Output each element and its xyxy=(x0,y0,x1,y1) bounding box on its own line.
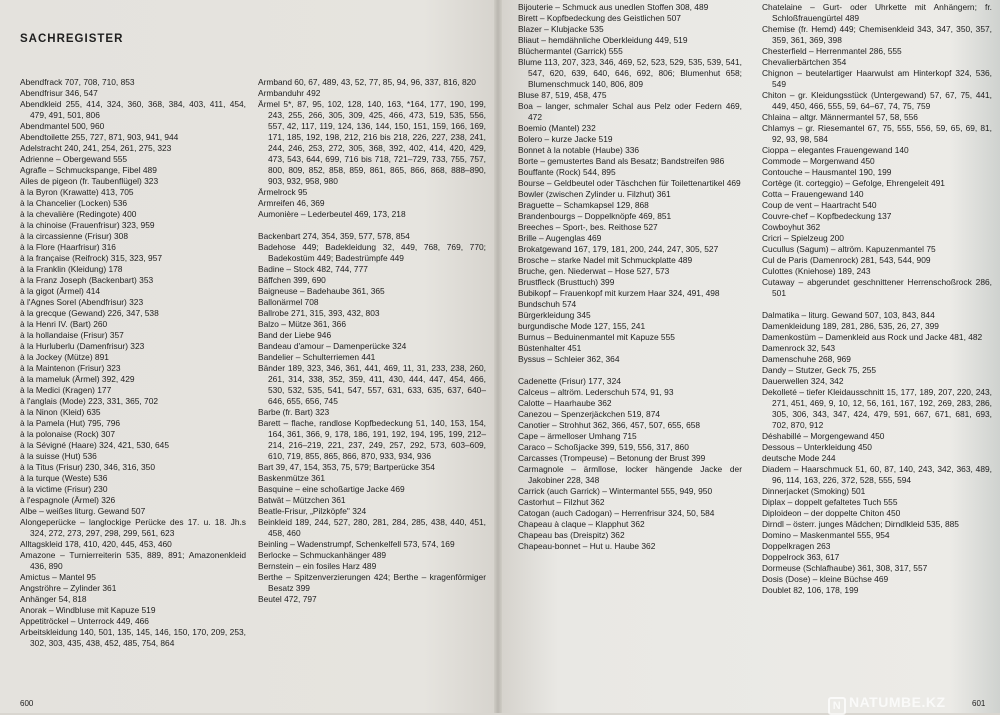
index-entry: à la Sévigné (Haare) 324, 421, 530, 645 xyxy=(20,440,169,450)
index-entry: Ärmel 5*, 87, 95, 102, 128, 140, 163, *164, 177, 190, 199, 243, 255, 266, 305, 309, 425, 466, 473, 519, 535, 556, 557, 42, 117, 119, 124, 136, 144, 150, 151, 159, 166, 169, 171, 185, 192, 198, 212, 216 bis 218, 226, 227, 238, 241, 244, 246, 253, 272, 305, 368, 392, 402, 414, 420, 429, 473, 543, 644, 699, 716 bis 718, 721–729, 733, 755, 757, 800, 809, 852, 858, 859, 861, 865, 866, 868, 888–890, 903, 932, 958, 980 xyxy=(258,99,486,186)
index-entry: Doublet 82, 106, 178, 199 xyxy=(762,585,859,595)
index-entry: Chevalierbärtchen 354 xyxy=(762,57,847,67)
index-entry: Bernstein – ein fosiles Harz 489 xyxy=(258,561,377,571)
index-entry: Amazone – Turnierreiterin 535, 889, 891; Amazonenkleid 436, 890 xyxy=(20,550,246,571)
index-column-1 xyxy=(20,77,246,649)
index-entry: Chlamys – gr. Riesemantel 67, 75, 555, 556, 59, 65, 69, 81, 92, 93, 98, 584 xyxy=(762,123,992,144)
index-entry: Byssus – Schleier 362, 364 xyxy=(518,354,620,364)
index-entry: à la Henri IV. (Bart) 260 xyxy=(20,319,108,329)
index-entry: Abendfrack 707, 708, 710, 853 xyxy=(20,77,135,87)
index-entry: Canezou – Spenzerjäckchen 519, 874 xyxy=(518,409,661,419)
index-entry: Damenrock 32, 543 xyxy=(762,343,836,353)
index-entry: à la mameluk (Ärmel) 392, 429 xyxy=(20,374,135,384)
index-entry: à la Franz Joseph (Backenbart) 353 xyxy=(20,275,154,285)
index-entry: Bonnet à la notable (Haube) 336 xyxy=(518,145,640,155)
index-entry: Boemio (Mantel) 232 xyxy=(518,123,596,133)
index-entry: Armreifen 46, 369 xyxy=(258,198,325,208)
index-entry: Canotier – Strohhut 362, 366, 457, 507, 655, 658 xyxy=(518,420,701,430)
index-entry: à la Jockey (Mütze) 891 xyxy=(20,352,109,362)
index-entry: Catogan (auch Cadogan) – Herrenfrisur 324, 50, 584 xyxy=(518,508,715,518)
index-entry: Dormeuse (Schlafhaube) 361, 308, 317, 557 xyxy=(762,563,928,573)
page-number-right: 601 xyxy=(972,699,986,708)
index-entry: Braguette – Schamkapsel 129, 868 xyxy=(518,200,649,210)
index-entry: Burnus – Beduinenmantel mit Kapuze 555 xyxy=(518,332,675,342)
index-entry: Anorak – Windbluse mit Kapuze 519 xyxy=(20,605,156,615)
index-entry: Dirndl – österr. junges Mädchen; Dirndlkleid 535, 885 xyxy=(762,519,959,529)
index-entry: Cortège (it. corteggio) – Gefolge, Ehrengeleit 491 xyxy=(762,178,945,188)
index-entry: Ballonärmel 708 xyxy=(258,297,319,307)
index-entry: Chlaina – altgr. Männermantel 57, 58, 556 xyxy=(762,112,918,122)
index-entry: Doppelrock 363, 617 xyxy=(762,552,840,562)
index-entry: à la Chancelier (Locken) 536 xyxy=(20,198,128,208)
watermark-text: NATUMBE.KZ xyxy=(849,694,946,710)
index-entry: Berthe – Spitzenverzierungen 424; Berthe – kragenförmiger Besatz 399 xyxy=(258,572,486,593)
index-entry: à la Byron (Krawatte) 413, 705 xyxy=(20,187,134,197)
index-entry: Dekolleté – tiefer Kleidausschnitt 15, 177, 189, 207, 220, 243, 271, 451, 469, 9, 10, 12, 56, 161, 167, 192, 269, 283, 286, 305, 306, 343, 347, 424, 479, 591, 667, 671, 681, 693, 702, 870, 912 xyxy=(762,387,992,430)
index-column-4 xyxy=(762,2,992,596)
index-entry: Blüchermantel (Garrick) 555 xyxy=(518,46,623,56)
index-entry: Dandy – Stutzer, Geck 75, 255 xyxy=(762,365,877,375)
index-entry: Chemise (fr. Hemd) 449; Chemisenkleid 343, 347, 350, 357, 359, 361, 369, 398 xyxy=(762,24,992,45)
index-entry: Bruche, gen. Niederwat – Hose 527, 573 xyxy=(518,266,670,276)
index-entry: Bürgerkleidung 345 xyxy=(518,310,591,320)
index-entry: à l'Agnes Sorel (Abendfrisur) 323 xyxy=(20,297,144,307)
index-entry: Berlocke – Schmuckanhänger 489 xyxy=(258,550,387,560)
index-entry: Brille – Augenglas 469 xyxy=(518,233,602,243)
index-entry: à la Titus (Frisur) 230, 346, 316, 350 xyxy=(20,462,156,472)
index-entry: Beatle-Frisur, „Pilzköpfe" 324 xyxy=(258,506,367,516)
index-entry: Amictus – Mantel 95 xyxy=(20,572,96,582)
index-entry: à la suisse (Hut) 536 xyxy=(20,451,97,461)
index-column-3 xyxy=(518,2,742,552)
index-entry: Badehose 449; Badekleidung 32, 449, 768, 769, 770; Badekostüm 449; Badestrümpfe 449 xyxy=(258,242,486,263)
index-entry: Dinnerjacket (Smoking) 501 xyxy=(762,486,866,496)
index-entry: à la circassienne (Frisur) 308 xyxy=(20,231,128,241)
index-entry: Boa – langer, schmaler Schal aus Pelz oder Federn 469, 472 xyxy=(518,101,742,122)
index-entry: Carmagnole – ärmllose, locker hängende Jacke der Jakobiner 228, 348 xyxy=(518,464,742,485)
index-entry: à la Maintenon (Frisur) 323 xyxy=(20,363,121,373)
index-entry: Bandelier – Schulterriemen 441 xyxy=(258,352,376,362)
index-entry: Abendtoilette 255, 727, 871, 903, 941, 944 xyxy=(20,132,179,142)
index-entry: Bäffchen 399, 690 xyxy=(258,275,326,285)
page-title: SACHREGISTER xyxy=(20,33,124,45)
index-entry: à la polonaise (Rock) 307 xyxy=(20,429,115,439)
index-entry: Chapeau bas (Dreispitz) 362 xyxy=(518,530,625,540)
index-entry: Chiton – gr. Kleidungsstück (Untergewand) 57, 67, 75, 441, 449, 450, 466, 555, 59, 64–67, 74, 75, 759 xyxy=(762,90,992,111)
index-entry: Damenkostüm – Damenkleid aus Rock und Jacke 481, 482 xyxy=(762,332,983,342)
index-entry: Batwät – Mützchen 361 xyxy=(258,495,346,505)
index-entry: Cricri – Spielzeug 200 xyxy=(762,233,844,243)
index-entry: Bundschuh 574 xyxy=(518,299,577,309)
index-entry: Birett – Kopfbedeckung des Geistlichen 507 xyxy=(518,13,681,23)
index-column-2 xyxy=(258,77,486,605)
index-entry: à l'espagnole (Ärmel) 326 xyxy=(20,495,116,505)
index-entry: Alongeperücke – langlockige Perücke des 17. u. 18. Jh.s 324, 272, 273, 297, 298, 299, 561, 623 xyxy=(20,517,246,538)
index-entry: Culottes (Kniehose) 189, 243 xyxy=(762,266,871,276)
index-entry: à la chinoise (Frauenfrisur) 323, 959 xyxy=(20,220,155,230)
watermark xyxy=(828,694,946,715)
index-entry: Armbanduhr 492 xyxy=(258,88,321,98)
index-entry: Contouche – Hausmantel 190, 199 xyxy=(762,167,892,177)
index-entry: Breeches – Sport-, bes. Reithose 527 xyxy=(518,222,658,232)
index-entry: Chignon – beutelartiger Haarwulst am Hinterkopf 324, 536, 549 xyxy=(762,68,992,89)
index-entry: Balzo – Mütze 361, 366 xyxy=(258,319,346,329)
letter-group xyxy=(518,376,742,552)
index-entry: Cutaway – abgerundet geschnittener Herrenschoßrock 286, 501 xyxy=(762,277,992,298)
index-entry: burgundische Mode 127, 155, 241 xyxy=(518,321,646,331)
page-number-left: 600 xyxy=(20,699,34,708)
index-entry: Chatelaine – Gurt- oder Uhrkette mit Anhängern; fr. Schloßfrauengürtel 489 xyxy=(762,2,992,23)
index-entry: Brokatgewand 167, 179, 181, 200, 244, 247, 305, 527 xyxy=(518,244,719,254)
index-entry: Backenbart 274, 354, 359, 577, 578, 854 xyxy=(258,231,410,241)
index-entry: Chesterfield – Herrenmantel 286, 555 xyxy=(762,46,902,56)
index-entry: à la hollandaise (Frisur) 357 xyxy=(20,330,124,340)
index-entry: Diploideon – der doppelte Chiton 450 xyxy=(762,508,901,518)
index-entry: Ailes de pigeon (fr. Taubenflügel) 323 xyxy=(20,176,159,186)
index-entry: Calceus – altröm. Lederschuh 574, 91, 93 xyxy=(518,387,674,397)
index-entry: Abendmantel 500, 960 xyxy=(20,121,105,131)
index-entry: Bandeau d'amour – Damenperücke 324 xyxy=(258,341,407,351)
letter-group xyxy=(258,77,486,220)
letter-group xyxy=(762,310,992,596)
index-entry: Bowler (zwischen Zylinder u. Filzhut) 361 xyxy=(518,189,671,199)
index-entry: Cowboyhut 362 xyxy=(762,222,821,232)
index-entry: Castorhut – Filzhut 362 xyxy=(518,497,605,507)
letter-group xyxy=(20,77,246,649)
index-entry: à la Ninon (Kleid) 635 xyxy=(20,407,101,417)
index-entry: Cioppa – elegantes Frauengewand 140 xyxy=(762,145,909,155)
index-entry: Albe – weißes liturg. Gewand 507 xyxy=(20,506,146,516)
index-entry: Ärmelrock 95 xyxy=(258,187,308,197)
index-entry: Bubikopf – Frauenkopf mit kurzem Haar 324, 491, 498 xyxy=(518,288,720,298)
index-entry: à la victime (Frisur) 230 xyxy=(20,484,108,494)
index-entry: Damenkleidung 189, 281, 286, 535, 26, 27, 399 xyxy=(762,321,939,331)
index-entry: Chapeau à claque – Klapphut 362 xyxy=(518,519,645,529)
index-entry: Appetitröckel – Unterrock 449, 466 xyxy=(20,616,149,626)
index-entry: Abendfrisur 346, 547 xyxy=(20,88,98,98)
index-entry: Couvre-chef – Kopfbedeckung 137 xyxy=(762,211,892,221)
index-entry: Bart 39, 47, 154, 353, 75, 579; Bartperücke 354 xyxy=(258,462,435,472)
index-entry: Barett – flache, randlose Kopfbedeckung 51, 140, 153, 154, 164, 361, 366, 9, 178, 186, 191, 192, 194, 195, 199, 212–214, 216–219, 221, 237, 249, 257, 292, 573, 603–609, 610, 719, 855, 865, 866, 870, 933, 934, 936 xyxy=(258,418,486,461)
watermark-logo-icon: N xyxy=(828,697,846,715)
index-entry: Aumonière – Lederbeutel 469, 173, 218 xyxy=(258,209,406,219)
index-entry: Commode – Morgenwand 450 xyxy=(762,156,875,166)
index-entry: Beutel 472, 797 xyxy=(258,594,317,604)
index-entry: à la turque (Weste) 536 xyxy=(20,473,108,483)
index-entry: Beinling – Wadenstrumpf, Schenkelfell 573, 574, 169 xyxy=(258,539,455,549)
index-entry: Bourse – Geldbeutel oder Täschchen für Toilettenartikel 469 xyxy=(518,178,741,188)
index-entry: Band der Liebe 946 xyxy=(258,330,332,340)
index-entry: à la française (Reifrock) 315, 323, 957 xyxy=(20,253,162,263)
index-entry: Calotte – Haarhaube 362 xyxy=(518,398,612,408)
index-entry: à la grecque (Gewand) 226, 347, 538 xyxy=(20,308,159,318)
index-entry: Bluse 87, 519, 458, 475 xyxy=(518,90,607,100)
index-entry: Domino – Maskenmantel 555, 954 xyxy=(762,530,890,540)
index-entry: à la gigot (Ärmel) 414 xyxy=(20,286,101,296)
index-entry: Beinkleid 189, 244, 527, 280, 281, 284, 285, 438, 440, 451, 458, 460 xyxy=(258,517,486,538)
index-entry: Agrafle – Schmuckspange, Fibel 489 xyxy=(20,165,157,175)
index-entry: Bliaut – hemdähnliche Oberkleidung 449, 519 xyxy=(518,35,688,45)
index-entry: Carrick (auch Garrick) – Wintermantel 555, 949, 950 xyxy=(518,486,713,496)
index-entry: Caraco – Schoßjacke 399, 519, 556, 317, 860 xyxy=(518,442,689,452)
letter-group xyxy=(762,2,992,299)
index-entry: Angströhre – Zylinder 361 xyxy=(20,583,117,593)
index-entry: à l'anglais (Mode) 223, 331, 365, 702 xyxy=(20,396,159,406)
index-entry: Barbe (fr. Bart) 323 xyxy=(258,407,330,417)
index-entry: Dauerwellen 324, 342 xyxy=(762,376,844,386)
index-entry: Dalmatika – liturg. Gewand 507, 103, 843, 844 xyxy=(762,310,935,320)
index-entry: Déshabillé – Morgengewand 450 xyxy=(762,431,885,441)
index-entry: Baskenmütze 361 xyxy=(258,473,326,483)
index-entry: à la Pamela (Hut) 795, 796 xyxy=(20,418,121,428)
index-entry: Diplax – doppelt gefaltetes Tuch 555 xyxy=(762,497,898,507)
index-entry: Anhänger 54, 818 xyxy=(20,594,87,604)
index-entry: Armband 60, 67, 489, 43, 52, 77, 85, 94, 96, 337, 816, 820 xyxy=(258,77,476,87)
index-entry: Büstenhalter 451 xyxy=(518,343,582,353)
index-entry: Diadem – Haarschmuck 51, 60, 87, 140, 243, 342, 363, 489, 96, 114, 163, 226, 372, 528, 555, 594 xyxy=(762,464,992,485)
index-entry: Alltagskleid 178, 410, 420, 445, 453, 460 xyxy=(20,539,172,549)
letter-group xyxy=(258,231,486,605)
index-entry: Coup de vent – Haartracht 540 xyxy=(762,200,877,210)
index-entry: Bolero – kurze Jacke 519 xyxy=(518,134,613,144)
index-entry: Cotta – Frauengewand 140 xyxy=(762,189,864,199)
index-entry: Carcasses (Trompeuse) – Betonung der Brust 399 xyxy=(518,453,706,463)
index-entry: Blume 113, 207, 323, 346, 469, 52, 523, 529, 535, 539, 541, 547, 620, 639, 640, 646, 692, 806; Blumenhut 658; Blumenschmuck 140, 806, 809 xyxy=(518,57,742,89)
index-entry: Basquine – eine schoßartige Jacke 469 xyxy=(258,484,405,494)
index-entry: Badine – Stock 482, 744, 777 xyxy=(258,264,368,274)
index-entry: Baigneuse – Badehaube 361, 365 xyxy=(258,286,385,296)
index-entry: Adelstracht 240, 241, 254, 261, 275, 323 xyxy=(20,143,172,153)
index-entry: à la Franklin (Kleidung) 178 xyxy=(20,264,123,274)
index-entry: Blazer – Klubjacke 535 xyxy=(518,24,604,34)
index-entry: à la Medici (Kragen) 177 xyxy=(20,385,112,395)
index-entry: Cucullus (Sagum) – altröm. Kapuzenmantel 75 xyxy=(762,244,936,254)
index-entry: Brosche – starke Nadel mit Schmuckplatte 489 xyxy=(518,255,693,265)
book-gutter xyxy=(494,0,502,713)
index-entry: Cadenette (Frisur) 177, 324 xyxy=(518,376,621,386)
index-entry: Bouffante (Rock) 544, 895 xyxy=(518,167,616,177)
index-entry: à la Flore (Haarfrisur) 316 xyxy=(20,242,116,252)
index-entry: Dosis (Dose) – kleine Büchse 469 xyxy=(762,574,889,584)
index-entry: Damenschuhe 268, 969 xyxy=(762,354,851,364)
index-entry: Brandenbourgs – Doppelknöpfe 469, 851 xyxy=(518,211,672,221)
index-entry: Cape – ärmelloser Umhang 715 xyxy=(518,431,637,441)
index-entry: Doppelkragen 263 xyxy=(762,541,831,551)
index-entry: Chapeau-bonnet – Hut u. Haube 362 xyxy=(518,541,656,551)
index-entry: Abendkleid 255, 414, 324, 360, 368, 384, 403, 411, 454, 479, 491, 501, 806 xyxy=(20,99,246,120)
letter-group xyxy=(518,2,742,365)
index-entry: à la Hurluberlu (Damenfrisur) 323 xyxy=(20,341,145,351)
index-entry: Borte – gemustertes Band als Besatz; Bandstreifen 986 xyxy=(518,156,725,166)
index-entry: Adrienne – Obergewand 555 xyxy=(20,154,128,164)
index-entry: à la chevalière (Redingote) 400 xyxy=(20,209,137,219)
index-entry: Bänder 189, 323, 346, 361, 441, 469, 11, 31, 233, 238, 260, 261, 314, 338, 352, 359, 411, 430, 444, 447, 454, 466, 530, 532, 535, 541, 547, 557, 631, 633, 635, 637, 640–646, 655, 656, 745 xyxy=(258,363,486,406)
index-entry: Cul de Paris (Damenrock) 281, 543, 544, 909 xyxy=(762,255,931,265)
index-entry: Dessous – Unterkleidung 450 xyxy=(762,442,872,452)
index-entry: Bijouterie – Schmuck aus unedlen Stoffen 308, 489 xyxy=(518,2,709,12)
index-entry: Brustfleck (Brusttuch) 399 xyxy=(518,277,615,287)
index-entry: deutsche Mode 244 xyxy=(762,453,836,463)
index-entry: Ballrobe 271, 315, 393, 432, 803 xyxy=(258,308,380,318)
index-entry: Arbeitskleidung 140, 501, 135, 145, 146, 150, 170, 209, 253, 302, 303, 435, 438, 452, 485, 754, 864 xyxy=(20,627,246,648)
